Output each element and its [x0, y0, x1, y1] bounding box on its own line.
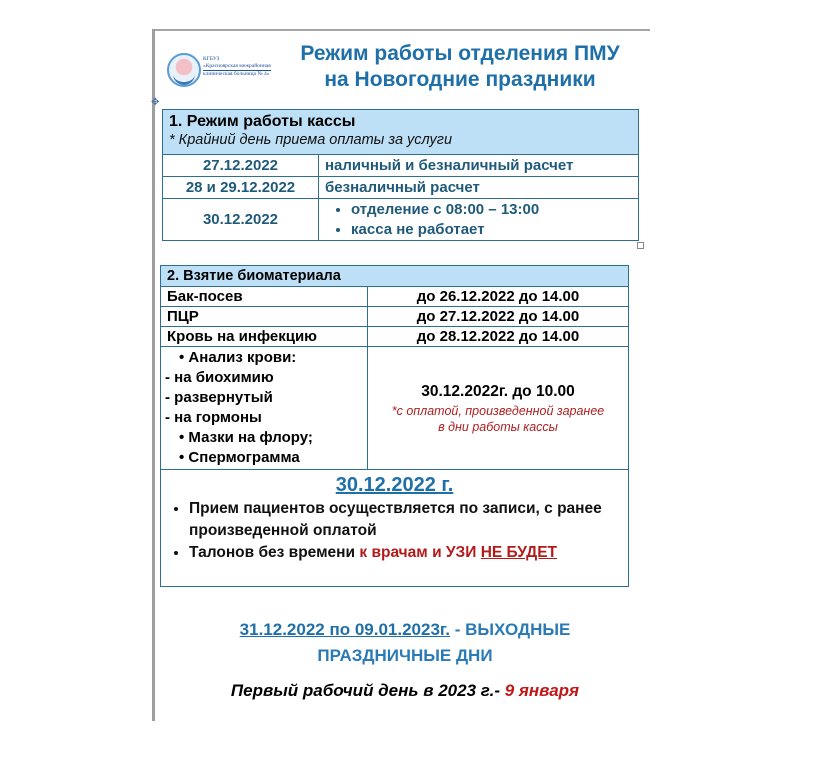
table-row: • Анализ крови: - на биохимию - развернутый - на гормоны • Мазки на флору; • Спермограмма 30.12.2022г. до 10.00 *с оплатой, произведенной заранее в дни работы кассы: [161, 347, 629, 470]
holiday-notice: 31.12.2022 по 09.01.2023г. - ВЫХОДНЫЕ ПРАЗДНИЧНЫЕ ДНИ: [239, 620, 571, 665]
table-move-handle-icon[interactable]: ✥: [151, 97, 160, 108]
logo-text: КГБУЗ «Красноярская межрайонная клиническая больница № 4»: [203, 56, 271, 77]
table-row: ПЦР до 27.12.2022 до 14.00: [161, 307, 629, 327]
biomaterial-table: [160, 265, 629, 587]
table-row: Кровь на инфекцию до 28.12.2022 до 14.00: [161, 327, 629, 347]
page-top-edge: [152, 29, 650, 31]
table-row: 30.12.2022 • отделение с 08:00 – 13:00 • касса не работает: [163, 199, 639, 241]
biomaterial-header: 2. Взятие биоматериала: [161, 266, 629, 287]
table-row: 27.12.2022 наличный и безналичный расчет: [163, 155, 639, 177]
day-block: 30.12.2022 г. • Прием пациентов осуществляется по записи, с ранее произведенной оплатой • Талонов без времени к врачам и УЗИ НЕ БУДЕТ: [161, 470, 629, 587]
cashier-table: [162, 109, 639, 241]
page-left-edge: [152, 29, 155, 721]
table-row: 28 и 29.12.2022 безналичный расчет: [163, 177, 639, 199]
cashier-header: 1. Режим работы кассы * Крайний день приема оплаты за услуги: [163, 110, 639, 155]
page-title: Режим работы отделения ПМУ на Новогодние праздники: [300, 42, 620, 91]
first-working-day: Первый рабочий день в 2023 г.- 9 января: [230, 681, 580, 700]
hospital-logo: [165, 51, 280, 89]
table-resize-handle[interactable]: [637, 242, 644, 249]
table-row: Бак-посев до 26.12.2022 до 14.00: [161, 287, 629, 307]
